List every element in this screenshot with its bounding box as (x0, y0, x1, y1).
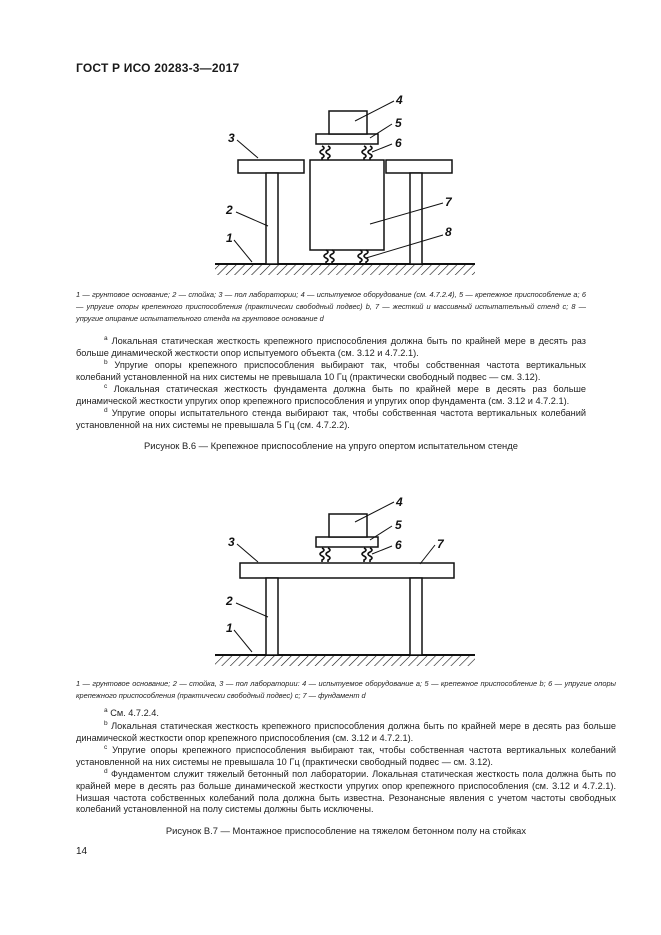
note-text: Локальная статическая жесткость крепежного приспособления должна быть по крайней мере в десять раз больше динамической жесткости опор испытуемого объекта (см. 3.12 и 4.7.2.1). (76, 336, 586, 358)
figure-b6-diagram (0, 0, 661, 300)
fixture-springs (320, 548, 372, 562)
note-mark: d (104, 768, 108, 775)
right-post (410, 578, 422, 655)
label-2: 2 (226, 594, 233, 608)
note-text: Локальная статическая жесткость фундамента должна быть по крайней мере в десять раз больше динамической жесткости упругих опор крепежного приспособления и упругих опор фундамента (см. 3.12 и 4.7.2.1). (76, 384, 586, 406)
label-3: 3 (228, 535, 235, 549)
foundation-slab (240, 563, 454, 578)
figure-b7-note-d (76, 766, 616, 816)
label-1: 1 (226, 621, 233, 635)
label-3: 3 (228, 131, 235, 145)
label-5: 5 (395, 518, 402, 532)
label-8: 8 (445, 225, 452, 239)
note-mark: a (104, 707, 108, 714)
note-mark: c (104, 744, 108, 751)
label-6: 6 (395, 538, 402, 552)
note-mark: a (104, 335, 108, 342)
test-stand (310, 160, 384, 250)
test-equipment (329, 111, 367, 134)
label-4: 4 (396, 495, 403, 509)
figure-b7-note-c (76, 742, 616, 769)
page-number: 14 (76, 846, 88, 857)
figure-b7-legend: 1 — грунтовое основание; 2 — стойка, 3 — пол лаборатории: 4 — испытуемое оборудование a; 5 — крепежное приспособление b; 6 — упругие опоры крепежного приспособления (практически свободный подвес) c; 7 — фундамент d (76, 679, 616, 700)
label-7: 7 (445, 195, 452, 209)
note-text: Упругие опоры крепежного приспособления выбирают так, чтобы собственная частота вертикальных колебаний установленной на них системы не превышала 10 Гц (практически свободный подвес — см. 3.12). (76, 360, 586, 382)
ground-hatch (215, 265, 475, 275)
fixture-plate (316, 537, 378, 547)
figure-b7-note-b (76, 718, 616, 745)
note-mark: b (104, 720, 108, 727)
figure-b6-note-a (76, 333, 586, 360)
document-code: ГОСТ Р ИСО 20283-3—2017 (76, 61, 240, 75)
label-5: 5 (395, 116, 402, 130)
test-equipment (329, 514, 367, 537)
note-text: См. 4.7.2.4. (110, 708, 159, 719)
note-text: Фундаментом служит тяжелый бетонный пол лаборатории. Локальная статическая жесткость пола должна быть по крайней мере в десять раз больше динамической жесткости упругих опор крепежного приспособления (см. 3.12 и 4.7.2.1). Низшая частота собственных колебаний пола должна быть известна. Резонансные явления с учетом частоты свободных колебаний установленной на полу системы должны быть исключены. (76, 769, 617, 815)
note-text: Упругие опоры крепежного приспособления выбирают так, чтобы собственная частота вертикальных колебаний установленной на них системы не превышала 10 Гц (практически свободный подвес — см. 3.12). (76, 745, 616, 767)
note-mark: c (104, 383, 108, 390)
figure-b7-title: Рисунок В.7 — Монтажное приспособление на тяжелом бетонном полу на стойках (165, 825, 527, 836)
right-post (410, 173, 422, 264)
stand-springs (324, 250, 368, 264)
label-4: 4 (396, 93, 403, 107)
figure-b7-diagram (0, 480, 661, 680)
left-floor-slab (238, 160, 304, 173)
note-text: Упругие опоры испытательного стенда выбирают так, чтобы собственная частота вертикальных колебаний установленной на них системы не превышала 5 Гц (см. 4.7.2.2). (76, 408, 586, 430)
note-mark: d (104, 407, 108, 414)
figure-b6 (0, 0, 661, 460)
figure-b6-note-d (76, 405, 586, 432)
figure-b7 (0, 480, 661, 840)
figure-b6-title: Рисунок В.6 — Крепежное приспособление на упруго опертом испытательном стенде (144, 440, 518, 451)
label-6: 6 (395, 136, 402, 150)
figure-b6-legend: 1 — грунтовое основание; 2 — стойка; 3 — пол лаборатории; 4 — испытуемое оборудование (см. 4.7.2.4), 5 — крепежное приспособление a; 6 — упругие опоры крепежного приспособления (практически свободный подвес) b, 7 — жесткий и массивный испытательный стенд c; 8 — упругие опирание испытательного стенда на грунтовое основание d (76, 290, 586, 323)
note-mark: b (104, 359, 108, 366)
fixture-springs (320, 146, 372, 160)
figure-b6-note-b (76, 357, 586, 384)
fixture-plate (316, 134, 378, 144)
label-2: 2 (226, 203, 233, 217)
label-1: 1 (226, 231, 233, 245)
left-post (266, 173, 278, 264)
note-text: Локальная статическая жесткость крепежного приспособления должна быть по крайней мере в десять раз больше динамической жесткости опор крепежного приспособления (см. 3.12 и 4.7.2.1). (76, 721, 616, 743)
figure-b6-note-c (76, 381, 586, 408)
label-7: 7 (437, 537, 444, 551)
right-floor-slab (386, 160, 452, 173)
ground-hatch (215, 656, 475, 666)
